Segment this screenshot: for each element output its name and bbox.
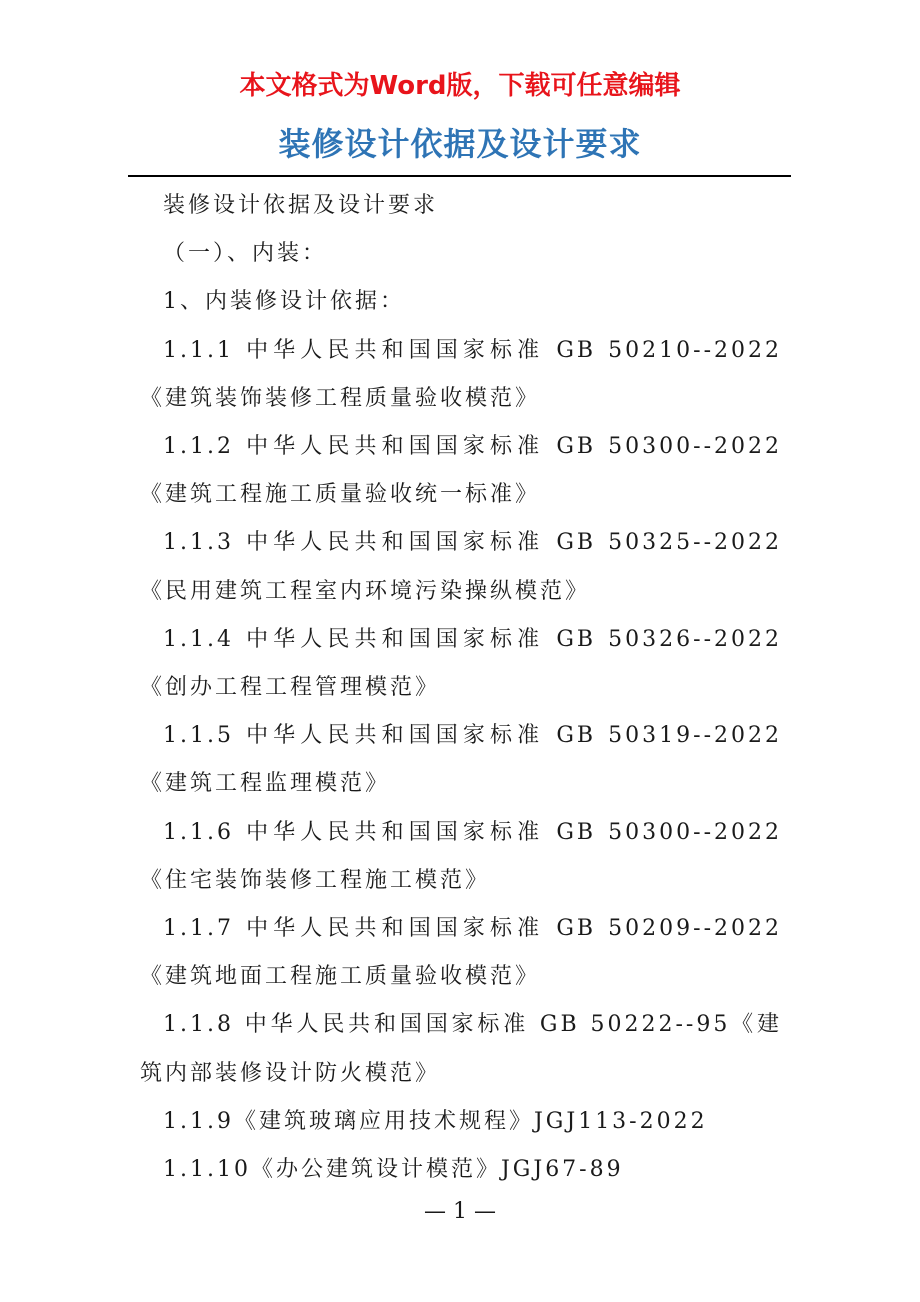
document-body bbox=[140, 182, 782, 1194]
paragraph-standard-1-1-1: 1.1.1 中华人民共和国国家标准 GB 50210--2022《建筑装饰装修工程质量验收模范》 bbox=[140, 337, 782, 411]
header-divider bbox=[128, 175, 791, 177]
paragraph-heading: 装修设计依据及设计要求 bbox=[163, 193, 439, 218]
paragraph-standard-1-1-7: 1.1.7 中华人民共和国国家标准 GB 50209--2022《建筑地面工程施工质量验收模范》 bbox=[140, 916, 782, 990]
paragraph-standard-1-1-2: 1.1.2 中华人民共和国国家标准 GB 50300--2022《建筑工程施工质量验收统一标准》 bbox=[140, 434, 782, 508]
paragraph-standard-1-1-5: 1.1.5 中华人民共和国国家标准 GB 50319--2022《建筑工程监理模范》 bbox=[140, 723, 782, 797]
paragraph-standard-1-1-9: 1.1.9《建筑玻璃应用技术规程》JGJ113-2022 bbox=[163, 1108, 708, 1134]
paragraph-standard-1-1-8: 1.1.8 中华人民共和国国家标准 GB 50222--95《建筑内部装修设计防火模范》 bbox=[140, 1012, 782, 1086]
paragraph-standard-1-1-3: 1.1.3 中华人民共和国国家标准 GB 50325--2022《民用建筑工程室内环境污染操纵模范》 bbox=[140, 530, 782, 604]
paragraph-design-basis: 1、内装修设计依据： bbox=[163, 289, 405, 315]
paragraph-standard-1-1-6: 1.1.6 中华人民共和国国家标准 GB 50300--2022《住宅装饰装修工程施工模范》 bbox=[140, 819, 782, 893]
paragraph-standard-1-1-4: 1.1.4 中华人民共和国国家标准 GB 50326--2022《创办工程工程管理模范》 bbox=[140, 626, 782, 701]
page-number: — 1 — bbox=[424, 1199, 496, 1224]
document-title: 装修设计依据及设计要求 bbox=[278, 125, 642, 163]
format-notice: 本文格式为Word版，下载可任意编辑 bbox=[239, 71, 681, 101]
paragraph-standard-1-1-10: 1.1.10《办公建筑设计模范》JGJ67-89 bbox=[163, 1157, 624, 1183]
paragraph-section-interior: （一）、内装： bbox=[163, 241, 328, 267]
